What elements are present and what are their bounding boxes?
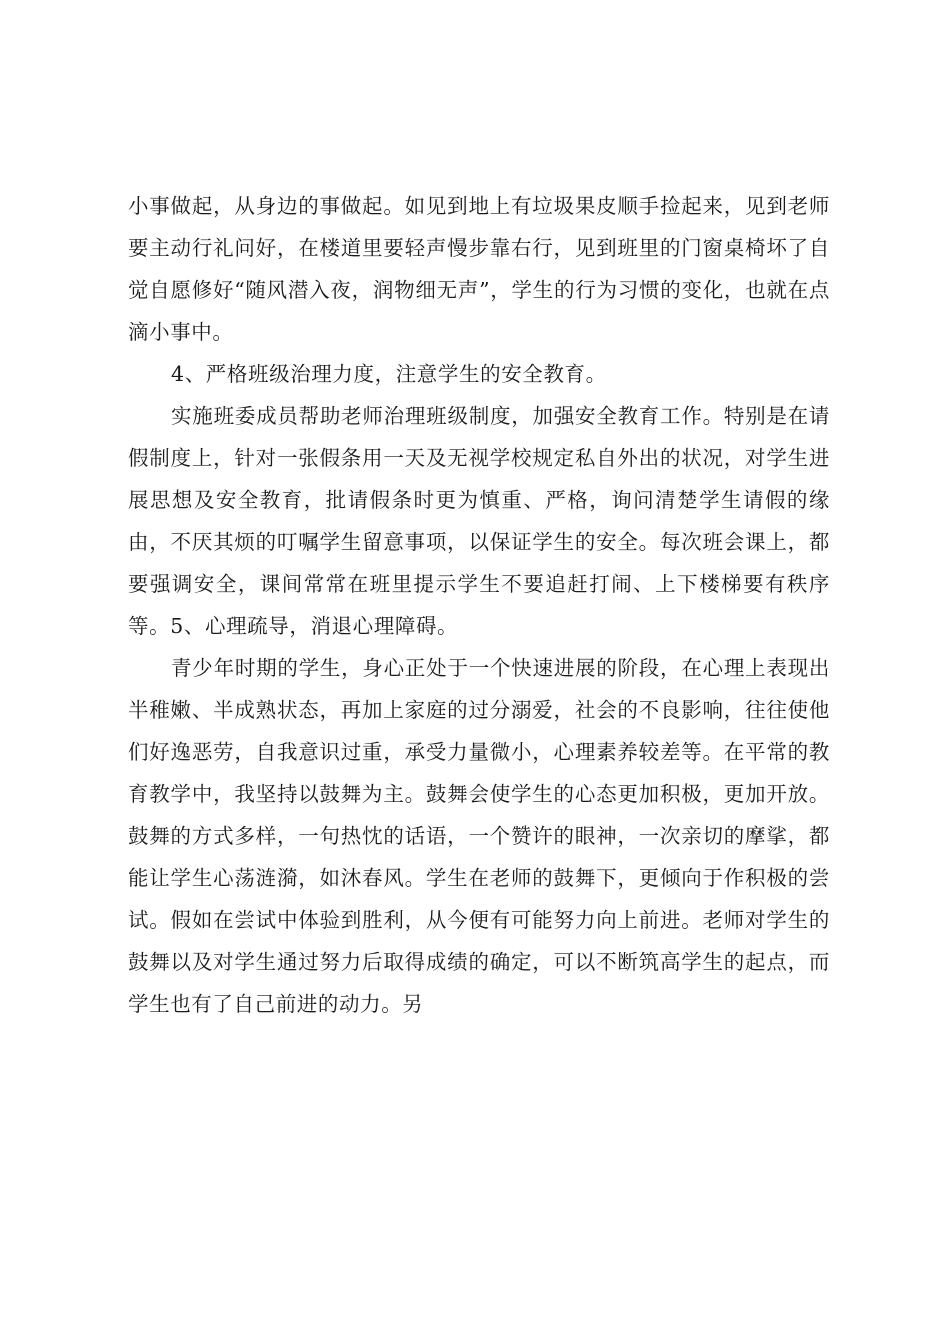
paragraph-safety: 实施班委成员帮助老师治理班级制度，加强安全教育工作。特别是在请假制度上，针对一张假条用一天及无视学校规定私自外出的状况，对学生进展思想及安全教育，批请假条时更为慎重、严格，询问清楚学生请假的缘由，不厌其烦的叮嘱学生留意事项，以保证学生的安全。每次班会课上，都要强调安全，课间常常在班里提示学生不要追赶打闹、上下楼梯要有秩序等。5、心理疏导，消退心理障碍。 <box>128 404 830 638</box>
section-heading-4: 4、严格班级治理力度，注意学生的安全教育。 <box>171 362 607 386</box>
paragraph-psychology: 青少年时期的学生，身心正处于一个快速进展的阶段，在心理上表现出半稚嫩、半成熟状态，再加上家庭的过分溺爱，社会的不良影响，往往使他们好逸恶劳，自我意识过重，承受力量微小，心理素养较差等。在平常的教育教学中，我坚持以鼓舞为主。鼓舞会使学生的心态更加积极，更加开放。鼓舞的方式多样，一句热忱的话语，一个赞许的眼神，一次亲切的摩挲，都能让学生心荡涟漪，如沐春风。学生在老师的鼓舞下，更倾向于作积极的尝试。假如在尝试中体验到胜利，从今便有可能努力向上前进。老师对学生的鼓舞以及对学生通过努力后取得成绩的确定，可以不断筑高学生的起点，而学生也有了自己前进的动力。另 <box>128 656 830 1016</box>
body-text <box>128 185 830 1025</box>
paragraph-continuation: 小事做起，从身边的事做起。如见到地上有垃圾果皮顺手捡起来，见到老师要主动行礼问好，在楼道里要轻声慢步靠右行，见到班里的门窗桌椅坏了自觉自愿修好“随风潜入夜，润物细无声”，学生的行为习惯的变化，也就在点滴小事中。 <box>128 194 830 344</box>
